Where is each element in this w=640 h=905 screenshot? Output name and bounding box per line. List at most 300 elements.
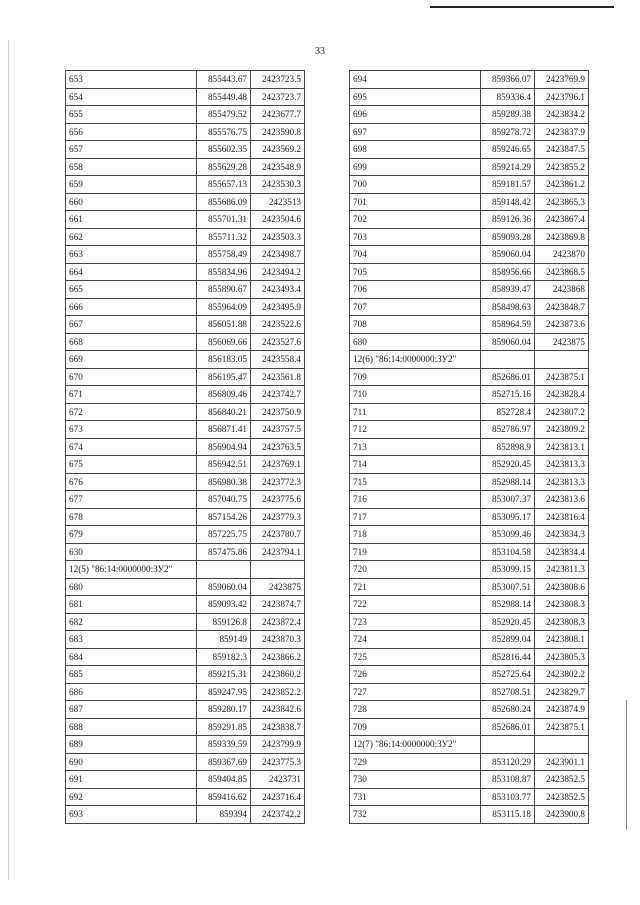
y-coordinate: 2423809.2 (535, 421, 589, 439)
x-coordinate: 859181.57 (481, 176, 535, 194)
table-row (350, 333, 589, 351)
x-coordinate: 855964.09 (197, 298, 251, 316)
y-coordinate: 2423805.3 (535, 648, 589, 666)
table-row (350, 246, 589, 264)
point-number: 718 (350, 526, 481, 544)
x-coordinate: 853099.46 (481, 526, 535, 544)
table-row (66, 806, 305, 824)
point-number: 709 (350, 368, 481, 386)
point-number: 711 (350, 403, 481, 421)
section-row (350, 736, 589, 754)
x-coordinate: 858964.59 (481, 316, 535, 334)
y-coordinate: 2423852.5 (535, 771, 589, 789)
x-coordinate: 852708.51 (481, 683, 535, 701)
x-coordinate: 859291.85 (197, 718, 251, 736)
coordinates-table-left-body (66, 71, 305, 824)
x-coordinate: 853099.15 (481, 561, 535, 579)
y-coordinate: 2423834.2 (535, 106, 589, 124)
y-coordinate: 2423769.1 (251, 456, 305, 474)
point-number: 658 (66, 158, 197, 176)
y-coordinate: 2423561.8 (251, 368, 305, 386)
table-row (66, 718, 305, 736)
table-row (66, 228, 305, 246)
table-row (66, 701, 305, 719)
x-coordinate: 855479.52 (197, 106, 251, 124)
table-row (66, 316, 305, 334)
x-coordinate: 859394 (197, 806, 251, 824)
point-number: 681 (66, 596, 197, 614)
point-number: 714 (350, 456, 481, 474)
y-coordinate: 2423494.2 (251, 263, 305, 281)
x-coordinate: 856871.41 (197, 421, 251, 439)
scan-edge-mark (8, 40, 9, 880)
y-coordinate: 2423794.1 (251, 543, 305, 561)
y-coordinate: 2423522.6 (251, 316, 305, 334)
x-coordinate: 853103.77 (481, 788, 535, 806)
table-row (350, 438, 589, 456)
x-coordinate: 859367.69 (197, 753, 251, 771)
x-coordinate: 859336.4 (481, 88, 535, 106)
point-number: 655 (66, 106, 197, 124)
table-row (66, 246, 305, 264)
point-number: 687 (66, 701, 197, 719)
x-coordinate: 859126.8 (197, 613, 251, 631)
x-coordinate: 856195.47 (197, 368, 251, 386)
table-row (66, 71, 305, 89)
table-row (66, 648, 305, 666)
x-coordinate: 852786.97 (481, 421, 535, 439)
table-row (66, 683, 305, 701)
point-number: 694 (350, 71, 481, 89)
point-number: 672 (66, 403, 197, 421)
y-coordinate: 2423842.6 (251, 701, 305, 719)
point-number: 712 (350, 421, 481, 439)
point-number: 656 (66, 123, 197, 141)
x-coordinate: 859182.3 (197, 648, 251, 666)
table-row (66, 613, 305, 631)
x-coordinate: 852920.45 (481, 456, 535, 474)
section-row (66, 561, 305, 579)
point-number: 732 (350, 806, 481, 824)
x-coordinate: 858498.63 (481, 298, 535, 316)
y-coordinate: 2423875.1 (535, 718, 589, 736)
y-coordinate: 2423811.3 (535, 561, 589, 579)
x-coordinate: 852686.01 (481, 368, 535, 386)
y-coordinate: 2423875 (251, 578, 305, 596)
table-row (66, 666, 305, 684)
x-coordinate: 853104.58 (481, 543, 535, 561)
y-coordinate: 2423828.4 (535, 386, 589, 404)
table-row (350, 561, 589, 579)
y-coordinate: 2423813.1 (535, 438, 589, 456)
table-row (350, 456, 589, 474)
y-coordinate: 2423865.3 (535, 193, 589, 211)
point-number: 697 (350, 123, 481, 141)
y-coordinate: 2423834.4 (535, 543, 589, 561)
table-row (350, 718, 589, 736)
y-coordinate: 2423780.7 (251, 526, 305, 544)
x-coordinate: 852728.4 (481, 403, 535, 421)
point-number: 674 (66, 438, 197, 456)
y-coordinate: 2423860.2 (251, 666, 305, 684)
table-row (66, 158, 305, 176)
point-number: 657 (66, 141, 197, 159)
empty-cell (481, 351, 535, 369)
x-coordinate: 853007.51 (481, 578, 535, 596)
table-row (350, 508, 589, 526)
table-row (350, 543, 589, 561)
y-coordinate: 2423813.3 (535, 473, 589, 491)
table-row (66, 491, 305, 509)
y-coordinate: 2423872.4 (251, 613, 305, 631)
y-coordinate: 2423769.9 (535, 71, 589, 89)
table-row (66, 578, 305, 596)
y-coordinate: 2423866.2 (251, 648, 305, 666)
table-row (66, 596, 305, 614)
point-number: 715 (350, 473, 481, 491)
y-coordinate: 2423834.3 (535, 526, 589, 544)
x-coordinate: 852680.24 (481, 701, 535, 719)
table-row (66, 386, 305, 404)
table-row (66, 788, 305, 806)
table-row (350, 176, 589, 194)
y-coordinate: 2423808.6 (535, 578, 589, 596)
table-row (350, 228, 589, 246)
x-coordinate: 855657.13 (197, 176, 251, 194)
table-row (350, 316, 589, 334)
y-coordinate: 2423874.7 (251, 596, 305, 614)
x-coordinate: 855834.96 (197, 263, 251, 281)
y-coordinate: 2423900.8 (535, 806, 589, 824)
point-number: 680 (66, 578, 197, 596)
table-row (350, 631, 589, 649)
table-row (66, 351, 305, 369)
table-row (350, 648, 589, 666)
table-row (350, 193, 589, 211)
y-coordinate: 2423558.4 (251, 351, 305, 369)
point-number: 679 (66, 526, 197, 544)
empty-cell (535, 351, 589, 369)
coordinates-table-left (65, 70, 305, 824)
x-coordinate: 855701.31 (197, 211, 251, 229)
point-number: 665 (66, 281, 197, 299)
point-number: 677 (66, 491, 197, 509)
x-coordinate: 852816.44 (481, 648, 535, 666)
point-number: 690 (66, 753, 197, 771)
table-row (66, 106, 305, 124)
x-coordinate: 859148.42 (481, 193, 535, 211)
table-row (350, 578, 589, 596)
table-row (350, 421, 589, 439)
table-row (66, 771, 305, 789)
point-number: 673 (66, 421, 197, 439)
point-number: 675 (66, 456, 197, 474)
y-coordinate: 2423870 (535, 246, 589, 264)
x-coordinate: 858939.47 (481, 281, 535, 299)
table-row (66, 526, 305, 544)
table-row (66, 438, 305, 456)
table-row (66, 631, 305, 649)
y-coordinate: 2423723.5 (251, 71, 305, 89)
y-coordinate: 2423852.2 (251, 683, 305, 701)
y-coordinate: 2423873.6 (535, 316, 589, 334)
point-number: 654 (66, 88, 197, 106)
x-coordinate: 859214.29 (481, 158, 535, 176)
x-coordinate: 856069.66 (197, 333, 251, 351)
y-coordinate: 2423757.5 (251, 421, 305, 439)
point-number: 662 (66, 228, 197, 246)
x-coordinate: 859093.42 (197, 596, 251, 614)
table-row (66, 543, 305, 561)
x-coordinate: 853095.17 (481, 508, 535, 526)
x-coordinate: 859339.59 (197, 736, 251, 754)
point-number: 695 (350, 88, 481, 106)
table-row (350, 666, 589, 684)
y-coordinate: 2423723.7 (251, 88, 305, 106)
point-number: 678 (66, 508, 197, 526)
empty-cell (535, 736, 589, 754)
point-number: 699 (350, 158, 481, 176)
table-row (350, 298, 589, 316)
empty-cell (251, 561, 305, 579)
x-coordinate: 852725.64 (481, 666, 535, 684)
y-coordinate: 2423548.9 (251, 158, 305, 176)
point-number: 653 (66, 71, 197, 89)
coordinates-table-right (349, 70, 589, 824)
table-row (66, 298, 305, 316)
table-row (66, 123, 305, 141)
point-number: 703 (350, 228, 481, 246)
y-coordinate: 2423808.3 (535, 613, 589, 631)
y-coordinate: 2423498.7 (251, 246, 305, 264)
header-rule (430, 6, 614, 8)
y-coordinate: 2423716.4 (251, 788, 305, 806)
table-row (350, 473, 589, 491)
scan-edge-mark-right (626, 700, 627, 830)
point-number: 724 (350, 631, 481, 649)
x-coordinate: 857154.26 (197, 508, 251, 526)
x-coordinate: 852920.45 (481, 613, 535, 631)
table-row (350, 386, 589, 404)
x-coordinate: 852899.04 (481, 631, 535, 649)
y-coordinate: 2423848.7 (535, 298, 589, 316)
x-coordinate: 852686.01 (481, 718, 535, 736)
point-number: 686 (66, 683, 197, 701)
table-row (350, 71, 589, 89)
point-number: 720 (350, 561, 481, 579)
point-number: 688 (66, 718, 197, 736)
y-coordinate: 2423677.7 (251, 106, 305, 124)
point-number: 707 (350, 298, 481, 316)
point-number: 667 (66, 316, 197, 334)
point-number: 664 (66, 263, 197, 281)
table-row (350, 701, 589, 719)
point-number: 706 (350, 281, 481, 299)
point-number: 701 (350, 193, 481, 211)
point-number: 689 (66, 736, 197, 754)
point-number: 691 (66, 771, 197, 789)
point-number: 663 (66, 246, 197, 264)
table-row (350, 123, 589, 141)
table-row (350, 683, 589, 701)
y-coordinate: 2423763.5 (251, 438, 305, 456)
x-coordinate: 859149 (197, 631, 251, 649)
point-number: 726 (350, 666, 481, 684)
y-coordinate: 2423813.3 (535, 456, 589, 474)
table-row (66, 263, 305, 281)
point-number: 680 (350, 333, 481, 351)
point-number: 721 (350, 578, 481, 596)
x-coordinate: 856809.46 (197, 386, 251, 404)
y-coordinate: 2423775.6 (251, 491, 305, 509)
point-number: 666 (66, 298, 197, 316)
x-coordinate: 855758.49 (197, 246, 251, 264)
y-coordinate: 2423742.7 (251, 386, 305, 404)
point-number: 730 (350, 771, 481, 789)
point-number: 716 (350, 491, 481, 509)
x-coordinate: 853115.18 (481, 806, 535, 824)
y-coordinate: 2423875.1 (535, 368, 589, 386)
x-coordinate: 859246.65 (481, 141, 535, 159)
y-coordinate: 2423869.8 (535, 228, 589, 246)
point-number: 705 (350, 263, 481, 281)
point-number: 671 (66, 386, 197, 404)
point-number: 661 (66, 211, 197, 229)
x-coordinate: 852988.14 (481, 596, 535, 614)
point-number: 696 (350, 106, 481, 124)
page-number: 33 (315, 46, 325, 57)
point-number: 710 (350, 386, 481, 404)
x-coordinate: 859060.04 (481, 246, 535, 264)
y-coordinate: 2423799.9 (251, 736, 305, 754)
y-coordinate: 2423808.3 (535, 596, 589, 614)
point-number: 683 (66, 631, 197, 649)
table-row (66, 176, 305, 194)
x-coordinate: 855686.09 (197, 193, 251, 211)
y-coordinate: 2423837.9 (535, 123, 589, 141)
table-row (66, 736, 305, 754)
point-number: 668 (66, 333, 197, 351)
x-coordinate: 859215.31 (197, 666, 251, 684)
point-number: 719 (350, 543, 481, 561)
x-coordinate: 855576.75 (197, 123, 251, 141)
y-coordinate: 2423493.4 (251, 281, 305, 299)
section-label: 12(5) "86:14:0000000:ЗУ2" (66, 561, 197, 579)
section-label: 12(7) "86:14:0000000:ЗУ2" (350, 736, 481, 754)
x-coordinate: 855711.32 (197, 228, 251, 246)
point-number: 717 (350, 508, 481, 526)
x-coordinate: 855629.28 (197, 158, 251, 176)
table-row (350, 491, 589, 509)
y-coordinate: 2423868 (535, 281, 589, 299)
x-coordinate: 859404.85 (197, 771, 251, 789)
point-number: 685 (66, 666, 197, 684)
table-row (350, 263, 589, 281)
table-row (350, 788, 589, 806)
x-coordinate: 857475.86 (197, 543, 251, 561)
point-number: 709 (350, 718, 481, 736)
y-coordinate: 2423875 (535, 333, 589, 351)
point-number: 708 (350, 316, 481, 334)
table-row (66, 473, 305, 491)
x-coordinate: 859289.38 (481, 106, 535, 124)
x-coordinate: 855890.67 (197, 281, 251, 299)
y-coordinate: 2423742.2 (251, 806, 305, 824)
y-coordinate: 2423874.9 (535, 701, 589, 719)
table-row (66, 88, 305, 106)
empty-cell (197, 561, 251, 579)
x-coordinate: 853120.29 (481, 753, 535, 771)
x-coordinate: 856942.51 (197, 456, 251, 474)
point-number: 704 (350, 246, 481, 264)
point-number: 723 (350, 613, 481, 631)
point-number: 659 (66, 176, 197, 194)
point-number: 693 (66, 806, 197, 824)
point-number: 727 (350, 683, 481, 701)
point-number: 682 (66, 613, 197, 631)
x-coordinate: 852988.14 (481, 473, 535, 491)
y-coordinate: 2423750.9 (251, 403, 305, 421)
y-coordinate: 2423779.3 (251, 508, 305, 526)
x-coordinate: 859280.17 (197, 701, 251, 719)
point-number: 660 (66, 193, 197, 211)
table-row (66, 421, 305, 439)
table-row (350, 753, 589, 771)
y-coordinate: 2423590.8 (251, 123, 305, 141)
y-coordinate: 2423530.3 (251, 176, 305, 194)
table-row (350, 368, 589, 386)
point-number: 729 (350, 753, 481, 771)
point-number: 731 (350, 788, 481, 806)
x-coordinate: 857225.75 (197, 526, 251, 544)
table-row (350, 771, 589, 789)
table-row (66, 368, 305, 386)
y-coordinate: 2423829.7 (535, 683, 589, 701)
table-row (350, 211, 589, 229)
x-coordinate: 856980.38 (197, 473, 251, 491)
table-row (350, 613, 589, 631)
x-coordinate: 853007.37 (481, 491, 535, 509)
y-coordinate: 2423495.9 (251, 298, 305, 316)
x-coordinate: 853108.87 (481, 771, 535, 789)
y-coordinate: 2423847.5 (535, 141, 589, 159)
y-coordinate: 2423802.2 (535, 666, 589, 684)
y-coordinate: 2423808.1 (535, 631, 589, 649)
y-coordinate: 2423852.5 (535, 788, 589, 806)
table-row (66, 333, 305, 351)
point-number: 698 (350, 141, 481, 159)
y-coordinate: 2423813.6 (535, 491, 589, 509)
point-number: 702 (350, 211, 481, 229)
x-coordinate: 856183.05 (197, 351, 251, 369)
y-coordinate: 2423807.2 (535, 403, 589, 421)
table-row (350, 403, 589, 421)
x-coordinate: 859416.62 (197, 788, 251, 806)
y-coordinate: 2423901.1 (535, 753, 589, 771)
y-coordinate: 2423861.2 (535, 176, 589, 194)
y-coordinate: 2423775.3 (251, 753, 305, 771)
table-row (66, 456, 305, 474)
y-coordinate: 2423527.6 (251, 333, 305, 351)
x-coordinate: 852898.9 (481, 438, 535, 456)
y-coordinate: 2423838.7 (251, 718, 305, 736)
x-coordinate: 859093.28 (481, 228, 535, 246)
table-row (350, 141, 589, 159)
table-row (350, 281, 589, 299)
point-number: 630 (66, 543, 197, 561)
x-coordinate: 855449.48 (197, 88, 251, 106)
x-coordinate: 859366.07 (481, 71, 535, 89)
